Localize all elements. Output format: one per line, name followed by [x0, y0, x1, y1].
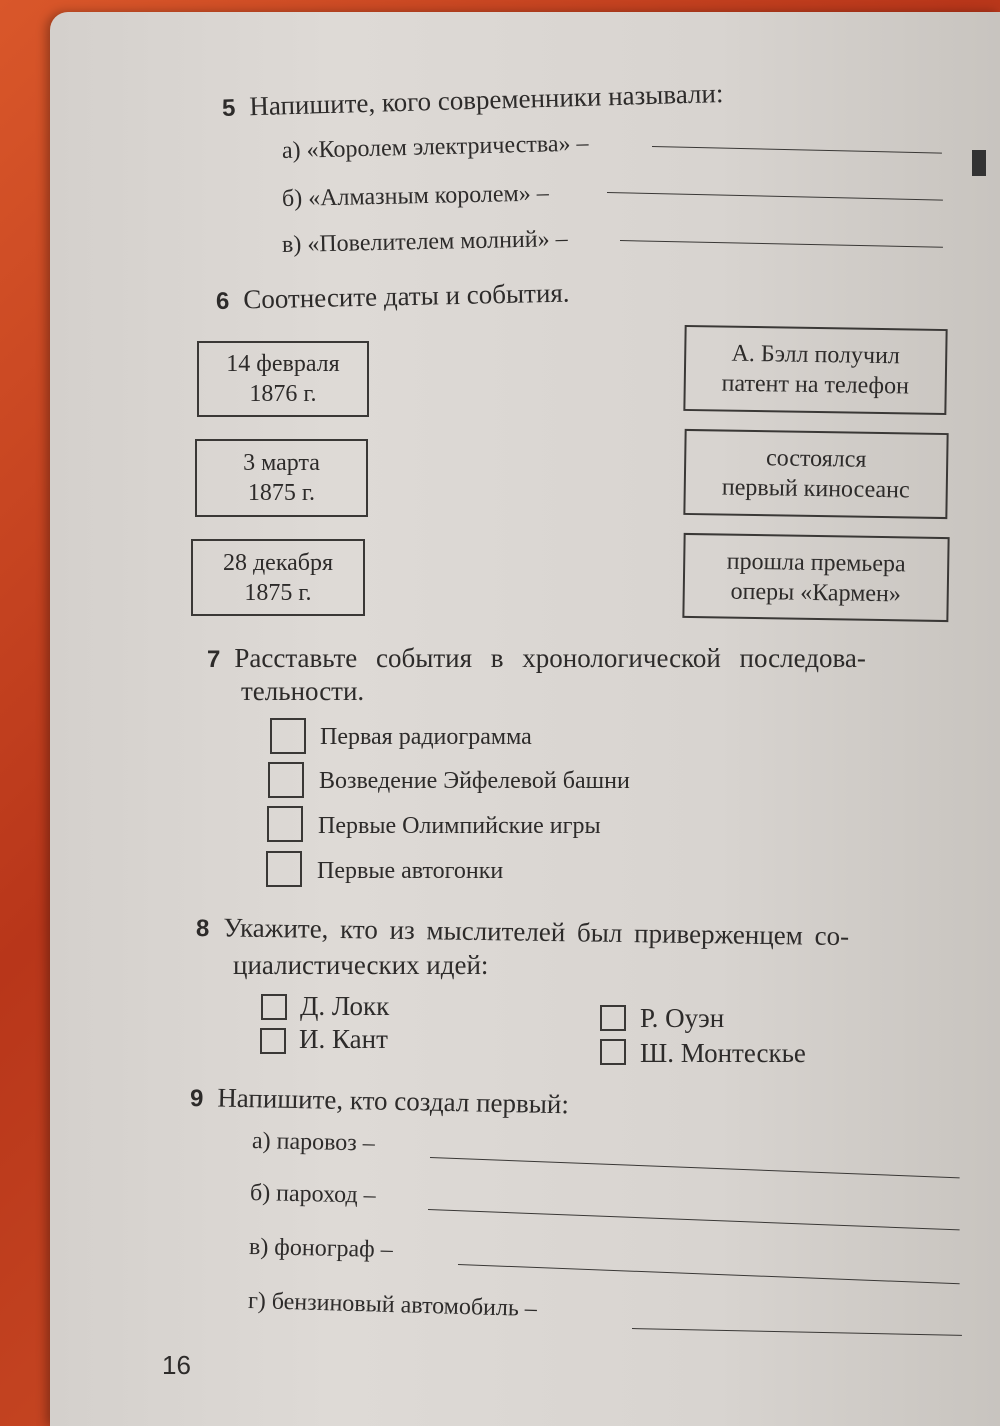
checkbox-montesquieu[interactable]: [600, 1039, 626, 1065]
q9-item-d: г) бензиновый автомобиль –: [247, 1288, 538, 1323]
order-box-1[interactable]: [270, 718, 306, 754]
q9-answer-line-d[interactable]: [632, 1328, 962, 1336]
date-box-2[interactable]: [195, 439, 368, 517]
q7-item-3: Первые Олимпийские игры: [318, 813, 601, 839]
q7-item-4: Первые автогонки: [317, 858, 504, 884]
q5-answer-line-a[interactable]: [652, 146, 942, 154]
q9-answer-line-a[interactable]: [430, 1157, 960, 1178]
question-text: Расставьте события в хронологической последова-: [234, 643, 866, 673]
event-text: патент на телефон: [721, 370, 910, 400]
q9-answer-line-b[interactable]: [428, 1209, 960, 1230]
date-year: 1875 г.: [244, 579, 312, 606]
question-number: 8: [195, 915, 210, 943]
question-text: Соотнесите даты и события.: [243, 277, 570, 315]
question-number: 6: [215, 287, 230, 315]
question-number: 9: [189, 1085, 204, 1113]
event-text: состоялся: [765, 445, 867, 473]
question-5: [222, 78, 724, 123]
option-montesquieu: Ш. Монтескье: [640, 1038, 806, 1068]
question-8-line-2: циалистических идей:: [233, 950, 489, 980]
date-year: 1875 г.: [247, 480, 316, 506]
question-number: 5: [221, 94, 236, 122]
order-box-4[interactable]: [266, 851, 302, 887]
question-7-line-1: [207, 643, 866, 674]
order-box-3[interactable]: [267, 806, 303, 842]
event-box-1[interactable]: [683, 325, 947, 415]
event-box-3[interactable]: [682, 533, 949, 622]
checkbox-owen[interactable]: [600, 1005, 626, 1031]
event-text: прошла премьера: [726, 548, 906, 577]
date-text: 3 марта: [243, 450, 320, 476]
question-6: [216, 278, 570, 316]
q5-answer-line-c[interactable]: [620, 240, 943, 248]
q9-item-b: б) пароход –: [249, 1180, 376, 1209]
q5-item-b: б) «Алмазным королем» –: [281, 180, 549, 212]
question-text: Напишите, кто создал первый:: [217, 1082, 570, 1120]
option-locke: Д. Локк: [300, 991, 390, 1021]
date-text: 28 декабря: [222, 549, 334, 576]
order-box-2[interactable]: [268, 762, 304, 798]
question-7-line-2: тельности.: [241, 676, 365, 706]
q5-item-a: а) «Королем электричества» –: [281, 130, 589, 164]
question-text: Укажите, кто из мыслителей был приверженцем со-: [223, 912, 850, 952]
question-9: [190, 1082, 570, 1120]
date-box-3[interactable]: [191, 539, 365, 616]
q7-item-2: Возведение Эйфелевой башни: [319, 768, 630, 794]
page-number: 16: [162, 1350, 191, 1380]
q7-item-1: Первая радиограмма: [320, 724, 532, 750]
option-kant: И. Кант: [299, 1024, 388, 1054]
date-box-1[interactable]: [197, 341, 369, 417]
event-box-2[interactable]: [683, 429, 948, 519]
q9-item-c: в) фонограф –: [248, 1234, 394, 1264]
q9-item-a: а) паровоз –: [251, 1128, 376, 1157]
q9-answer-line-c[interactable]: [458, 1264, 960, 1284]
question-text: Напишите, кого современники называли:: [248, 78, 724, 122]
event-text: первый киносеанс: [721, 474, 910, 504]
date-text: 14 февраля: [226, 351, 340, 377]
event-text: оперы «Кармен»: [730, 578, 902, 607]
checkbox-kant[interactable]: [260, 1028, 286, 1054]
question-8-line-1: [196, 912, 850, 952]
question-number: 7: [207, 646, 221, 673]
checkbox-locke[interactable]: [261, 994, 287, 1020]
event-text: А. Бэлл получил: [731, 340, 901, 370]
option-owen: Р. Оуэн: [640, 1003, 725, 1033]
q5-answer-line-b[interactable]: [607, 192, 943, 201]
date-year: 1876 г.: [249, 381, 317, 407]
q5-item-c: в) «Повелителем молний» –: [281, 226, 568, 258]
